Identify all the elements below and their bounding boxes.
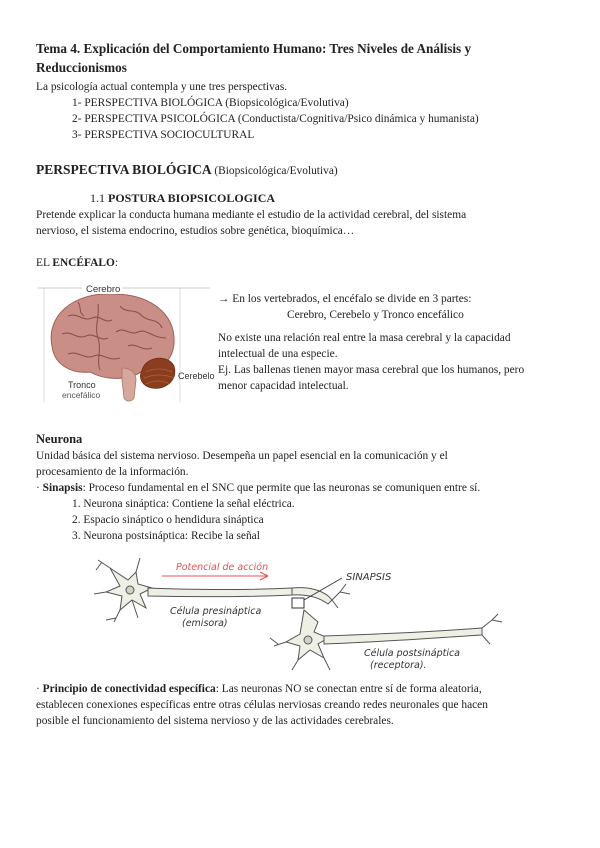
- sinapsis-bullet: ·: [36, 482, 40, 494]
- sinapsis-item-2: 2. Espacio sináptico o hendidura sináptica: [72, 514, 264, 526]
- encefalo-line-4: intelectual de una especie.: [218, 348, 338, 360]
- presynaptic-nucleus: [126, 586, 134, 594]
- principio-label: Principio de conectividad específica: [42, 683, 216, 695]
- sinapsis-fig-label: SINAPSIS: [346, 572, 392, 583]
- brainstem-shape: [122, 368, 136, 401]
- encefalo-line-3: No existe una relación real entre la masa cerebral y la capacidad: [218, 332, 511, 344]
- presinaptica-label-1: Célula presináptica: [170, 606, 262, 617]
- sinapsis-item-3: 3. Neurona postsináptica: Recibe la señal: [72, 530, 260, 542]
- postsinaptica-label-1: Célula postsináptica: [364, 648, 461, 659]
- perspective-item-1: 1- PERSPECTIVA BIOLÓGICA (Biopsicológica/Evolutiva): [72, 97, 349, 109]
- brain-illustration: [38, 276, 215, 402]
- sinapsis-label: Sinapsis: [42, 482, 83, 494]
- neurona-heading: Neurona: [36, 432, 83, 446]
- encefalo-heading: [36, 256, 118, 272]
- principio-text-1: : Las neuronas NO se conectan entre sí de forma aleatoria,: [215, 683, 482, 695]
- principio-line-2: establecen conexiones específicas entre otras células nerviosas creando redes neuronales que hacen: [36, 699, 488, 711]
- encefalo-line-2: Cerebro, Cerebelo y Tronco encefálico: [287, 309, 464, 321]
- arrow-icon: →: [218, 293, 230, 305]
- presynaptic-neuron: [106, 568, 332, 610]
- synapse-illustration: [92, 548, 512, 672]
- encefalo-line-1: [218, 292, 471, 308]
- neurona-line-1: Unidad básica del sistema nervioso. Desempeña un papel esencial en la comunicación y el: [36, 450, 448, 462]
- postsynaptic-nucleus: [304, 636, 312, 644]
- encefalo-line-5: Ej. Las ballenas tienen mayor masa cerebral que los humanos, pero: [218, 364, 525, 376]
- principio-line-1: [36, 682, 482, 698]
- subsection-number: 1.1: [90, 191, 105, 205]
- sinapsis-text: : Proceso fundamental en el SNC que permite que las neuronas se comuniquen entre sí.: [82, 482, 481, 494]
- cerebro-fig-label: Cerebro: [86, 284, 121, 295]
- encefalo-prefix: EL: [36, 257, 50, 269]
- subsection-title: POSTURA BIOPSICOLOGICA: [108, 191, 276, 205]
- perspective-item-2: 2- PERSPECTIVA PSICOLÓGICA (Conductista/Cognitiva/Psico dinámica y humanista): [72, 113, 479, 125]
- presinaptica-label-2: (emisora): [182, 618, 228, 629]
- section-heading-biologica: [36, 162, 338, 178]
- principio-line-3: posible el funcionamiento del sistema nervioso y de las actividades cerebrales.: [36, 715, 394, 727]
- tronco-fig-label-1: Tronco: [68, 380, 96, 390]
- encefalo-label: ENCÉFALO: [52, 257, 115, 269]
- sinapsis-line: [36, 481, 480, 497]
- section-heading-title: PERSPECTIVA BIOLÓGICA: [36, 162, 211, 177]
- encefalo-line-6: menor capacidad intelectual.: [218, 380, 349, 392]
- encefalo-line-1-text: En los vertebrados, el encéfalo se divide en 3 partes:: [232, 293, 472, 305]
- postura-text-line-1: Pretende explicar la conducta humana mediante el estudio de la actividad cerebral, del sistema: [36, 209, 467, 221]
- encefalo-suffix: :: [114, 257, 118, 269]
- document-title: Tema 4. Explicación del Comportamiento Humano: Tres Niveles de Análisis y Reduccionismos: [36, 41, 472, 75]
- postura-text-line-2: nervioso, el sistema endocrino, estudios sobre genética, bioquímica…: [36, 225, 355, 237]
- tronco-fig-label-2: encefálico: [62, 390, 101, 400]
- perspective-item-3: 3- PERSPECTIVA SOCIOCULTURAL: [72, 129, 255, 141]
- intro-text: La psicología actual contempla y une tres perspectivas.: [36, 81, 288, 93]
- section-heading-subtitle: (Biopsicológica/Evolutiva): [214, 165, 338, 177]
- postsinaptica-label-2: (receptora).: [370, 660, 427, 671]
- potencial-label: Potencial de acción: [176, 562, 269, 573]
- neurona-line-2: procesamiento de la información.: [36, 466, 189, 478]
- cerebelo-fig-label: Cerebelo: [178, 371, 215, 381]
- synapse-box: [292, 598, 304, 608]
- sinapsis-item-1: 1. Neurona sináptica: Contiene la señal eléctrica.: [72, 498, 295, 510]
- subsection-heading-postura: [90, 191, 275, 207]
- principio-bullet: ·: [36, 683, 40, 695]
